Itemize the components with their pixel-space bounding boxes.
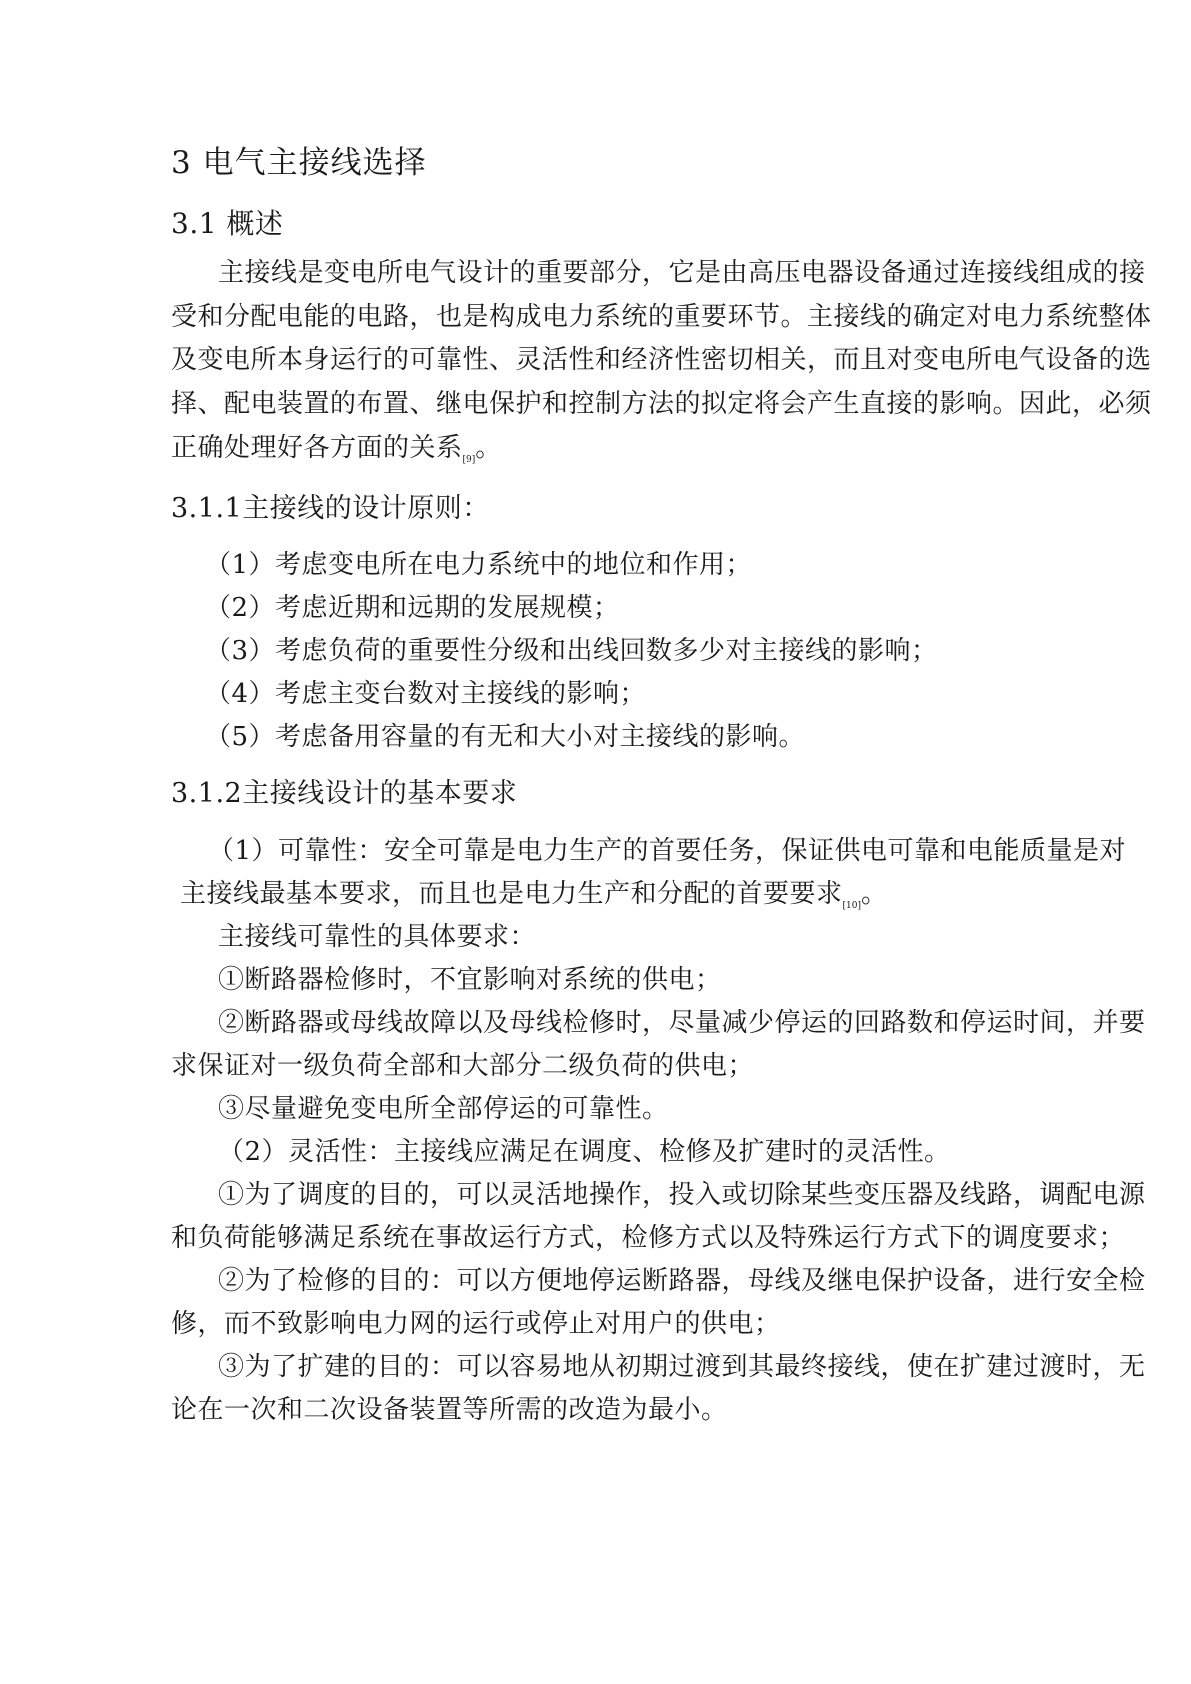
- paragraph-line: （1）可靠性：安全可靠是电力生产的首要任务，保证供电可靠和电能质量是对: [208, 836, 1127, 866]
- paragraph-line: 修，而不致影响电力网的运行或停止对用户的供电；: [171, 1309, 781, 1339]
- subsection-title: 3.1.2主接线设计的基本要求: [171, 778, 518, 809]
- paragraph-line: ①断路器检修时，不宜影响对系统的供电；: [218, 965, 722, 995]
- paragraph-line: 主接线是变电所电气设计的重要部分，它是由高压电器设备通过连接线组成的接: [218, 258, 1146, 288]
- paragraph-line: ③尽量避免变电所全部停运的可靠性。: [218, 1094, 669, 1124]
- paragraph-line: 求保证对一级负荷全部和大部分二级负荷的供电；: [171, 1051, 755, 1081]
- paragraph-line: 及变电所本身运行的可靠性、灵活性和经济性密切相关，而且对变电所电气设备的选: [171, 345, 1152, 375]
- list-item: （4）考虑主变台数对主接线的影响；: [205, 679, 647, 709]
- paragraph-line: （2）灵活性：主接线应满足在调度、检修及扩建时的灵活性。: [218, 1137, 951, 1167]
- list-item: （3）考虑负荷的重要性分级和出线回数多少对主接线的影响；: [205, 636, 938, 666]
- citation-ref: [10]: [842, 901, 861, 911]
- paragraph-line: 择、配电装置的布置、继电保护和控制方法的拟定将会产生直接的影响。因此，必须: [171, 389, 1152, 419]
- paragraph-end: 。: [861, 879, 888, 909]
- paragraph-text: 正确处理好各方面的关系: [171, 433, 463, 463]
- paragraph-line: ①为了调度的目的，可以灵活地操作，投入或切除某些变压器及线路，调配电源: [218, 1180, 1146, 1210]
- chapter-title: 3 电气主接线选择: [171, 145, 427, 181]
- paragraph-line: [180, 877, 888, 923]
- citation-ref: [9]: [462, 455, 476, 465]
- section-title: 3.1 概述: [171, 207, 284, 240]
- paragraph-line: [171, 431, 502, 477]
- list-item: （5）考虑备用容量的有无和大小对主接线的影响。: [205, 722, 806, 752]
- paragraph-text: 主接线最基本要求，而且也是电力生产和分配的首要要求: [180, 879, 843, 909]
- paragraph-line: ③为了扩建的目的：可以容易地从初期过渡到其最终接线，使在扩建过渡时，无: [218, 1352, 1146, 1382]
- paragraph-line: ②为了检修的目的：可以方便地停运断路器，母线及继电保护设备，进行安全检: [218, 1266, 1146, 1296]
- paragraph-line: 受和分配电能的电路，也是构成电力系统的重要环节。主接线的确定对电力系统整体: [171, 302, 1152, 332]
- paragraph-line: ②断路器或母线故障以及母线检修时，尽量减少停运的回路数和停运时间，并要: [218, 1008, 1146, 1038]
- list-item: （1）考虑变电所在电力系统中的地位和作用；: [205, 550, 753, 580]
- paragraph-line: 主接线可靠性的具体要求：: [218, 922, 537, 952]
- subsection-title: 3.1.1主接线的设计原则：: [171, 493, 490, 524]
- list-item: （2）考虑近期和远期的发展规模；: [205, 593, 620, 623]
- paragraph-end: 。: [475, 433, 502, 463]
- paragraph-line: 和负荷能够满足系统在事故运行方式，检修方式以及特殊运行方式下的调度要求；: [171, 1223, 1126, 1253]
- paragraph-line: 论在一次和二次设备装置等所需的改造为最小。: [171, 1395, 728, 1425]
